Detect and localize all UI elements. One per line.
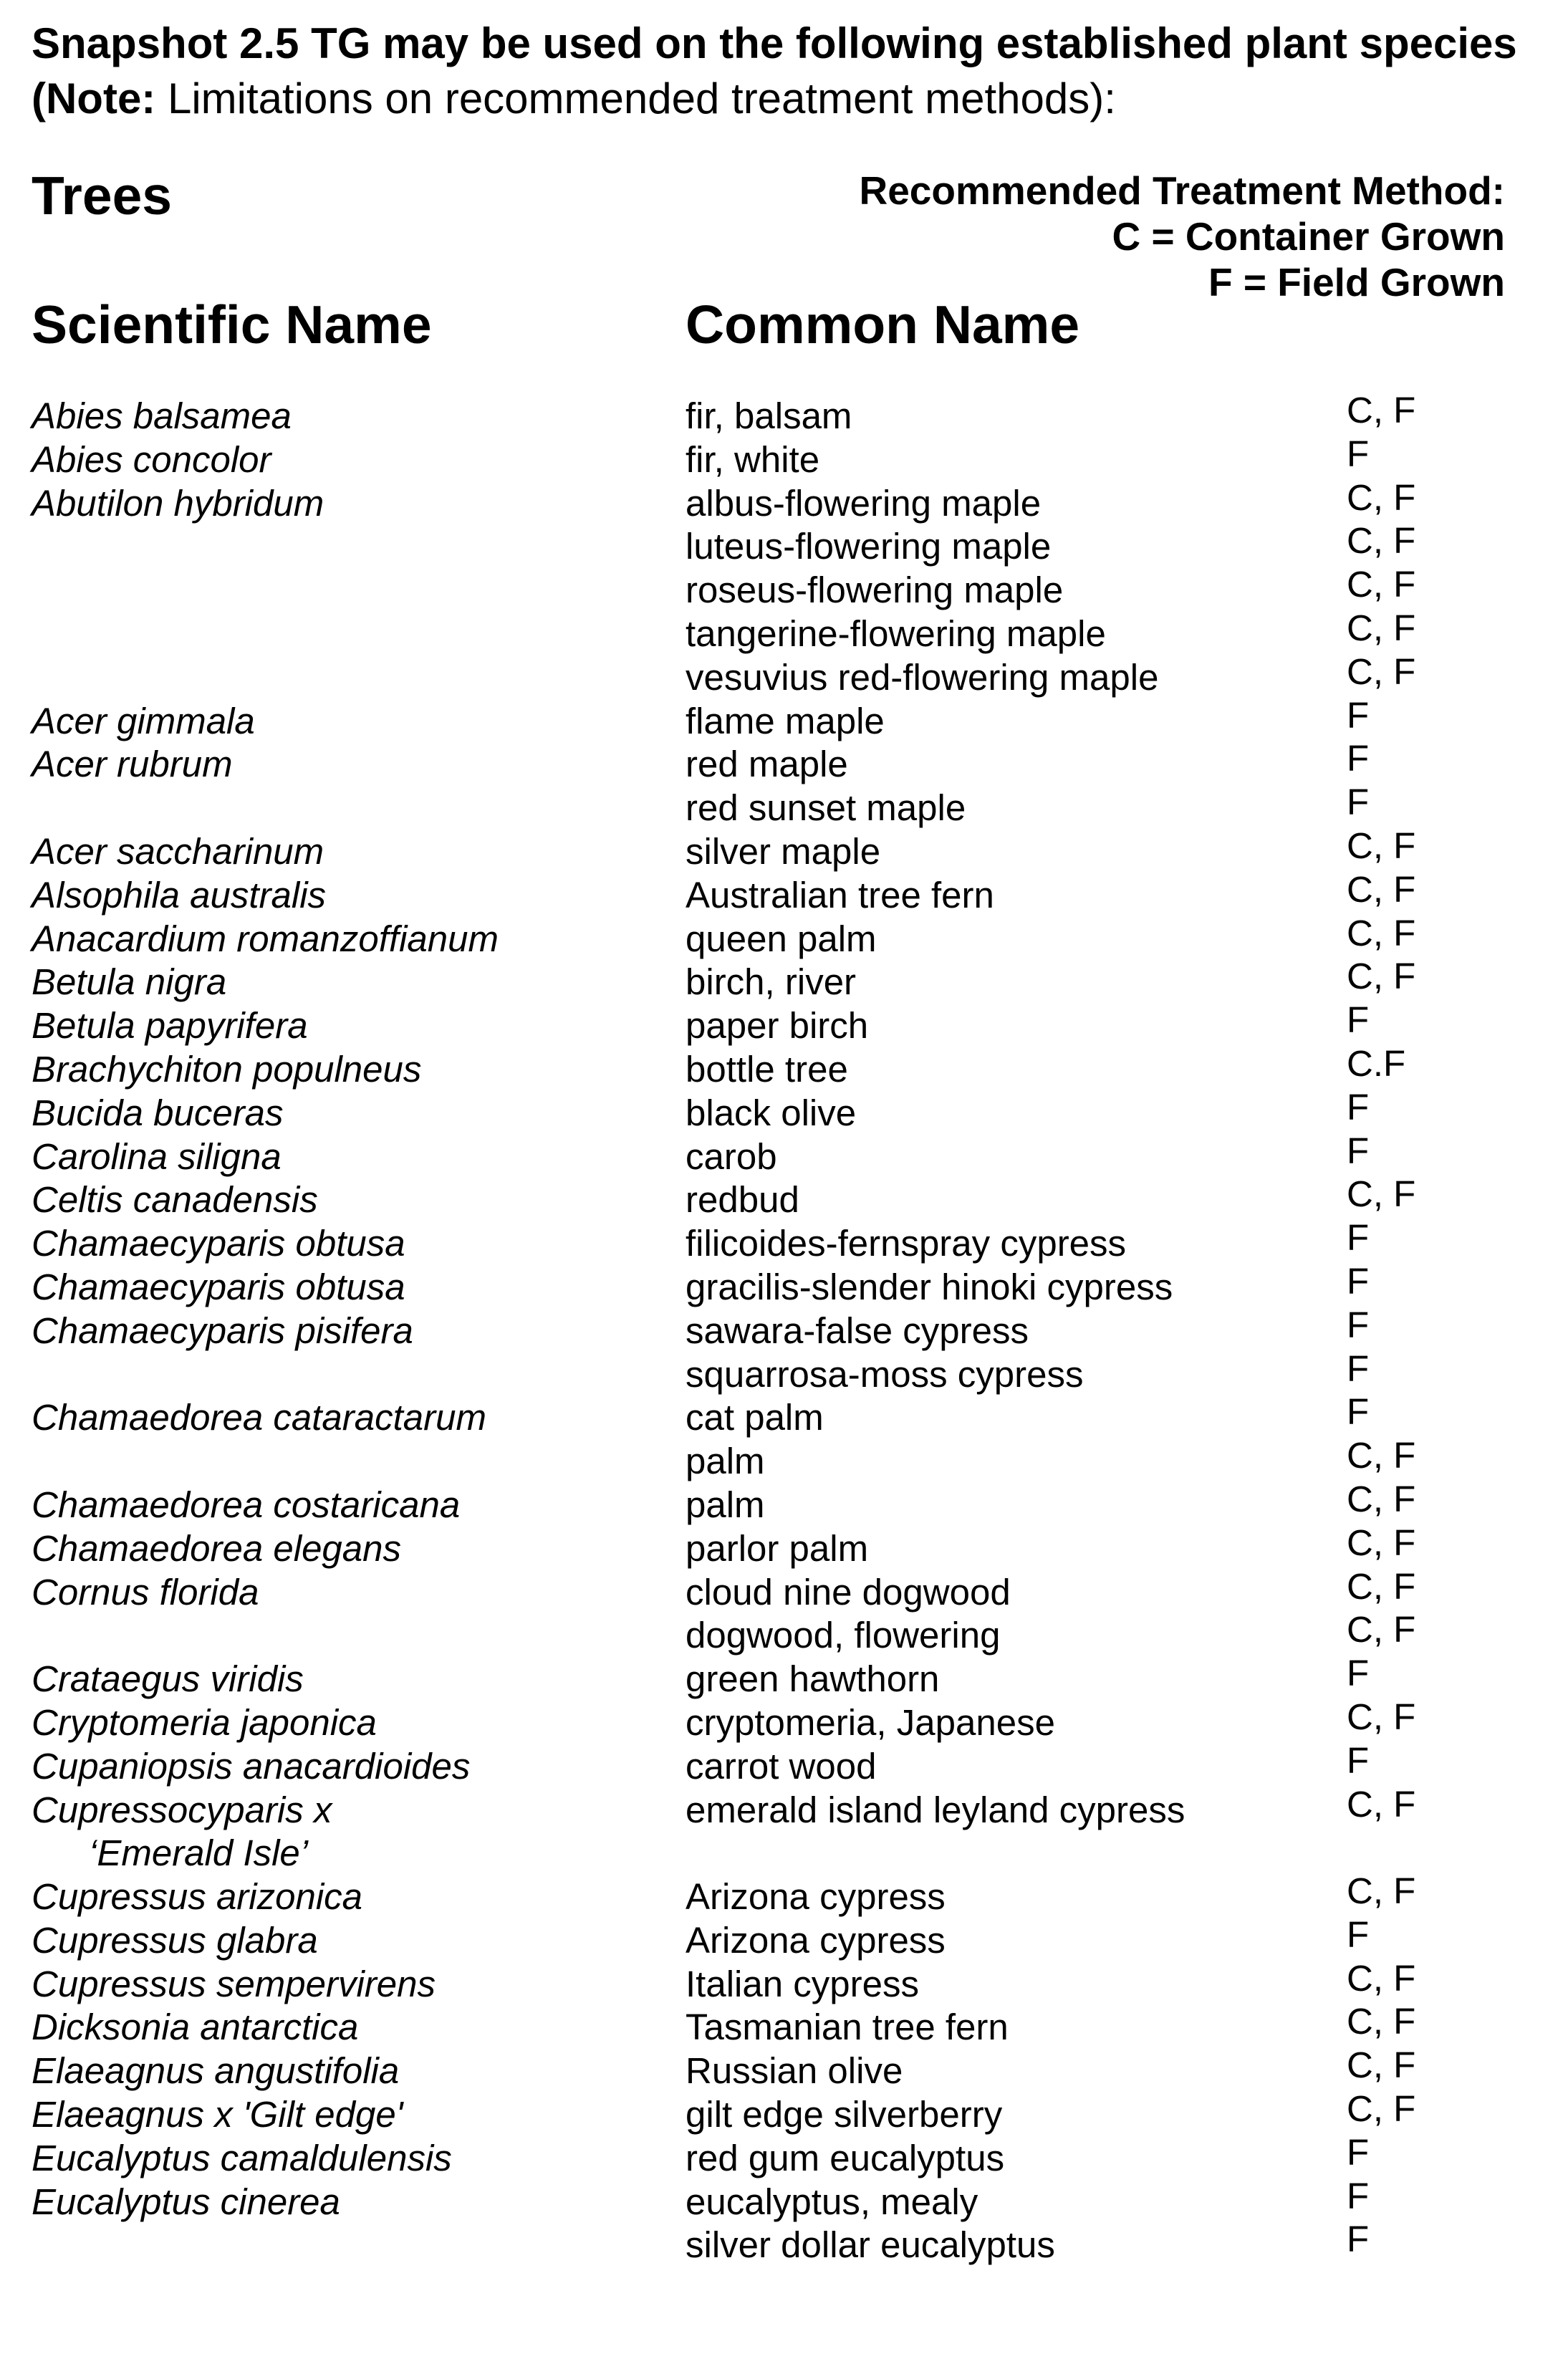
common-name: birch, river — [686, 961, 857, 1003]
common-name: cloud nine dogwood — [686, 1571, 1011, 1613]
table-row — [0, 1347, 1568, 1397]
common-name: Tasmanian tree fern — [686, 2007, 1009, 2048]
scientific-name-cultivar: ‘Emerald Isle’ — [89, 1832, 309, 1874]
common-name: red maple — [686, 744, 848, 785]
common-name: squarrosa-moss cypress — [686, 1353, 1084, 1395]
common-name: Italian cypress — [686, 1963, 919, 2004]
table-row — [0, 1130, 1568, 1179]
scientific-name — [32, 961, 226, 1004]
treatment-method: F — [1347, 2131, 1370, 2173]
intro-text — [32, 16, 1536, 126]
scientific-name-text: Anacardium romanzoffianum — [32, 918, 499, 959]
treatment-method: F — [1347, 1304, 1370, 1345]
table-row — [0, 1783, 1568, 1876]
table-row — [0, 476, 1568, 526]
scientific-name — [32, 1963, 436, 2007]
method-key — [859, 168, 1505, 305]
treatment-method: F — [1347, 2219, 1370, 2260]
treatment-method: F — [1347, 738, 1370, 779]
treatment-method: F — [1347, 1653, 1370, 1694]
common-name: queen palm — [686, 918, 877, 959]
common-name: vesuvius red-flowering maple — [686, 656, 1159, 698]
treatment-method: C, F — [1347, 476, 1416, 518]
common-name: tangerine-flowering maple — [686, 612, 1106, 654]
scientific-name — [32, 2137, 452, 2181]
common-name: red sunset maple — [686, 787, 966, 829]
treatment-method: C, F — [1347, 1173, 1416, 1215]
table-row — [0, 1217, 1568, 1266]
scientific-name — [32, 700, 255, 744]
scientific-name-text: Chamaedorea elegans — [32, 1527, 402, 1569]
method-key-field: F = Field Grown — [1208, 260, 1505, 304]
scientific-name-text: Brachychiton populneus — [32, 1048, 422, 1090]
treatment-method: C, F — [1347, 2045, 1416, 2086]
treatment-method: F — [1347, 694, 1370, 736]
scientific-name — [32, 1222, 405, 1266]
table-row — [0, 1696, 1568, 1745]
scientific-name-text: Abies concolor — [32, 438, 271, 480]
treatment-method: F — [1347, 1347, 1370, 1389]
scientific-name — [32, 2093, 403, 2137]
scientific-name — [32, 1571, 259, 1615]
table-row — [0, 694, 1568, 744]
common-name: luteus-flowering maple — [686, 526, 1052, 567]
scientific-name — [32, 2050, 399, 2093]
species-table — [0, 390, 1568, 2267]
scientific-name — [32, 482, 324, 526]
treatment-method: C, F — [1347, 2001, 1416, 2042]
table-row — [0, 1173, 1568, 1222]
scientific-name-text: Abies balsamea — [32, 395, 292, 436]
table-row — [0, 2045, 1568, 2093]
treatment-method: F — [1347, 782, 1370, 823]
common-name: fir, balsam — [686, 395, 852, 436]
scientific-name — [32, 1919, 318, 1963]
common-name: dogwood, flowering — [686, 1615, 1001, 1656]
table-row — [0, 956, 1568, 1004]
intro-normal: Limitations on recommended treatment methods): — [155, 75, 1116, 122]
treatment-method: C, F — [1347, 912, 1416, 953]
common-name: fir, white — [686, 438, 820, 480]
treatment-method: C, F — [1347, 1565, 1416, 1607]
treatment-method: C, F — [1347, 390, 1416, 431]
table-row — [0, 433, 1568, 482]
common-name: palm — [686, 1484, 765, 1525]
scientific-name-text: Chamaecyparis obtusa — [32, 1266, 405, 1307]
table-row — [0, 1609, 1568, 1658]
common-name-header: Common Name — [686, 294, 1080, 355]
scientific-name — [32, 1745, 470, 1789]
treatment-method: C, F — [1347, 2088, 1416, 2130]
scientific-name-text: Cupressus glabra — [32, 1919, 318, 1961]
table-row — [0, 738, 1568, 787]
method-key-title: Recommended Treatment Method: — [859, 168, 1505, 213]
common-name: cryptomeria, Japanese — [686, 1701, 1055, 1743]
scientific-name — [32, 1875, 362, 1919]
treatment-method: C, F — [1347, 1609, 1416, 1651]
scientific-name-text: Acer rubrum — [32, 744, 233, 785]
section-title: Trees — [32, 165, 172, 226]
common-name: Australian tree fern — [686, 874, 994, 916]
table-row — [0, 2131, 1568, 2181]
treatment-method: C, F — [1347, 1478, 1416, 1519]
treatment-method: C, F — [1347, 868, 1416, 910]
treatment-method: F — [1347, 1130, 1370, 1171]
common-name: parlor palm — [686, 1527, 869, 1569]
treatment-method: C, F — [1347, 650, 1416, 692]
scientific-name-text: Betula papyrifera — [32, 1005, 308, 1047]
table-row — [0, 912, 1568, 961]
treatment-method: C, F — [1347, 607, 1416, 648]
common-name: eucalyptus, mealy — [686, 2181, 978, 2222]
table-row — [0, 564, 1568, 612]
treatment-method: F — [1347, 1260, 1370, 1302]
scientific-name-text: Chamaecyparis pisifera — [32, 1310, 413, 1351]
scientific-name — [32, 1004, 308, 1048]
scientific-name-text: Cryptomeria japonica — [32, 1701, 377, 1743]
common-name: green hawthorn — [686, 1658, 940, 1700]
table-row — [0, 1260, 1568, 1310]
common-name: Arizona cypress — [686, 1876, 946, 1918]
scientific-name — [32, 1658, 304, 1701]
intro-bold: Snapshot 2.5 TG may be used on the following established plant species (Note: — [32, 19, 1517, 122]
table-row — [0, 1565, 1568, 1615]
common-name: palm — [686, 1441, 765, 1482]
scientific-name — [32, 2006, 358, 2050]
table-row — [0, 825, 1568, 874]
treatment-method: F — [1347, 2175, 1370, 2216]
scientific-name — [32, 1092, 284, 1135]
common-name: gilt edge silverberry — [686, 2094, 1003, 2135]
common-name: paper birch — [686, 1005, 869, 1047]
treatment-method: C, F — [1347, 956, 1416, 997]
table-row — [0, 1913, 1568, 1963]
scientific-name-text: Eucalyptus camaldulensis — [32, 2137, 452, 2178]
treatment-method: C, F — [1347, 1783, 1416, 1825]
table-row — [0, 1478, 1568, 1527]
table-row — [0, 1957, 1568, 2007]
common-name: flame maple — [686, 700, 885, 741]
scientific-name — [32, 438, 271, 482]
table-row — [0, 1653, 1568, 1701]
treatment-method: F — [1347, 1217, 1370, 1259]
table-row — [0, 390, 1568, 438]
treatment-method: F — [1347, 1739, 1370, 1781]
scientific-name — [32, 1396, 486, 1440]
scientific-name — [32, 1527, 401, 1571]
scientific-name — [32, 874, 326, 918]
scientific-name — [32, 1048, 421, 1092]
table-row — [0, 782, 1568, 830]
treatment-method: F — [1347, 1391, 1370, 1433]
table-row — [0, 2001, 1568, 2050]
table-row — [0, 1086, 1568, 1135]
scientific-name — [32, 395, 292, 438]
common-name: black olive — [686, 1092, 857, 1133]
scientific-name — [32, 830, 324, 874]
scientific-name — [32, 1789, 332, 1876]
scientific-name-text: Elaeagnus angustifolia — [32, 2050, 400, 2092]
scientific-name-text: Abutilon hybridum — [32, 482, 324, 524]
common-name: redbud — [686, 1179, 799, 1221]
scientific-name — [32, 743, 233, 787]
common-name: emerald island leyland cypress — [686, 1789, 1185, 1830]
table-row — [0, 1739, 1568, 1789]
scientific-name-text: Acer saccharinum — [32, 830, 324, 872]
treatment-method: C.F — [1347, 1042, 1406, 1084]
scientific-name-text: Dicksonia antarctica — [32, 2007, 359, 2048]
scientific-name — [32, 1484, 460, 1527]
scientific-name — [32, 1135, 282, 1179]
table-row — [0, 999, 1568, 1048]
table-row — [0, 868, 1568, 918]
treatment-method: C, F — [1347, 1522, 1416, 1563]
common-name: roseus-flowering maple — [686, 570, 1064, 611]
scientific-name — [32, 1266, 405, 1310]
scientific-name-text: Cupressus sempervirens — [32, 1963, 436, 2004]
scientific-name-text: Betula nigra — [32, 961, 227, 1003]
treatment-method: C, F — [1347, 1435, 1416, 1476]
scientific-name-text: Cupressus arizonica — [32, 1876, 363, 1918]
scientific-name-text: Celtis canadensis — [32, 1179, 318, 1221]
common-name: silver maple — [686, 830, 881, 872]
common-name: carrot wood — [686, 1745, 877, 1787]
table-row — [0, 1391, 1568, 1440]
common-name: Russian olive — [686, 2050, 903, 2092]
scientific-name-text: Chamaecyparis obtusa — [32, 1223, 405, 1264]
table-row — [0, 2219, 1568, 2267]
treatment-method: C, F — [1347, 1696, 1416, 1737]
common-name: gracilis-slender hinoki cypress — [686, 1266, 1173, 1307]
treatment-method: F — [1347, 999, 1370, 1041]
table-row — [0, 607, 1568, 656]
treatment-method: C, F — [1347, 1957, 1416, 1999]
scientific-name-text: Bucida buceras — [32, 1092, 284, 1133]
scientific-name — [32, 918, 499, 961]
scientific-name — [32, 1310, 413, 1353]
treatment-method: C, F — [1347, 520, 1416, 562]
treatment-method: F — [1347, 433, 1370, 474]
common-name: filicoides-fernspray cypress — [686, 1223, 1127, 1264]
scientific-name-text: Acer gimmala — [32, 700, 255, 741]
common-name: sawara-false cypress — [686, 1310, 1029, 1351]
scientific-name-text: Elaeagnus x 'Gilt edge' — [32, 2094, 403, 2135]
scientific-name-text: Alsophila australis — [32, 874, 327, 916]
scientific-name-text: Chamaedorea costaricana — [32, 1484, 461, 1525]
scientific-name-text: Chamaedorea cataractarum — [32, 1397, 486, 1438]
scientific-name — [32, 2181, 340, 2224]
common-name: silver dollar eucalyptus — [686, 2224, 1055, 2266]
treatment-method: F — [1347, 1086, 1370, 1128]
table-row — [0, 1870, 1568, 1919]
table-row — [0, 1522, 1568, 1571]
common-name: albus-flowering maple — [686, 482, 1042, 524]
scientific-name — [32, 1178, 318, 1222]
scientific-name — [32, 1701, 377, 1745]
treatment-method: C, F — [1347, 564, 1416, 605]
table-row — [0, 1304, 1568, 1353]
scientific-name-text: Eucalyptus cinerea — [32, 2181, 340, 2222]
common-name: bottle tree — [686, 1048, 848, 1090]
table-row — [0, 1435, 1568, 1484]
table-row — [0, 2088, 1568, 2137]
table-row — [0, 2175, 1568, 2224]
common-name: red gum eucalyptus — [686, 2137, 1005, 2178]
common-name: Arizona cypress — [686, 1919, 946, 1961]
scientific-name-text: Carolina siligna — [32, 1135, 282, 1177]
table-row — [0, 1042, 1568, 1092]
table-row — [0, 650, 1568, 700]
treatment-method: C, F — [1347, 1870, 1416, 1912]
method-key-container: C = Container Grown — [1112, 214, 1505, 259]
table-row — [0, 520, 1568, 569]
scientific-name-text: Cupressocyparis x — [32, 1789, 332, 1830]
scientific-name-text: Cupaniopsis anacardioides — [32, 1745, 471, 1787]
common-name: carob — [686, 1135, 777, 1177]
treatment-method: C, F — [1347, 825, 1416, 866]
treatment-method: F — [1347, 1913, 1370, 1955]
scientific-name-text: Crataegus viridis — [32, 1658, 304, 1700]
scientific-name-text: Cornus florida — [32, 1571, 259, 1613]
common-name: cat palm — [686, 1397, 824, 1438]
scientific-name-header: Scientific Name — [32, 294, 432, 355]
